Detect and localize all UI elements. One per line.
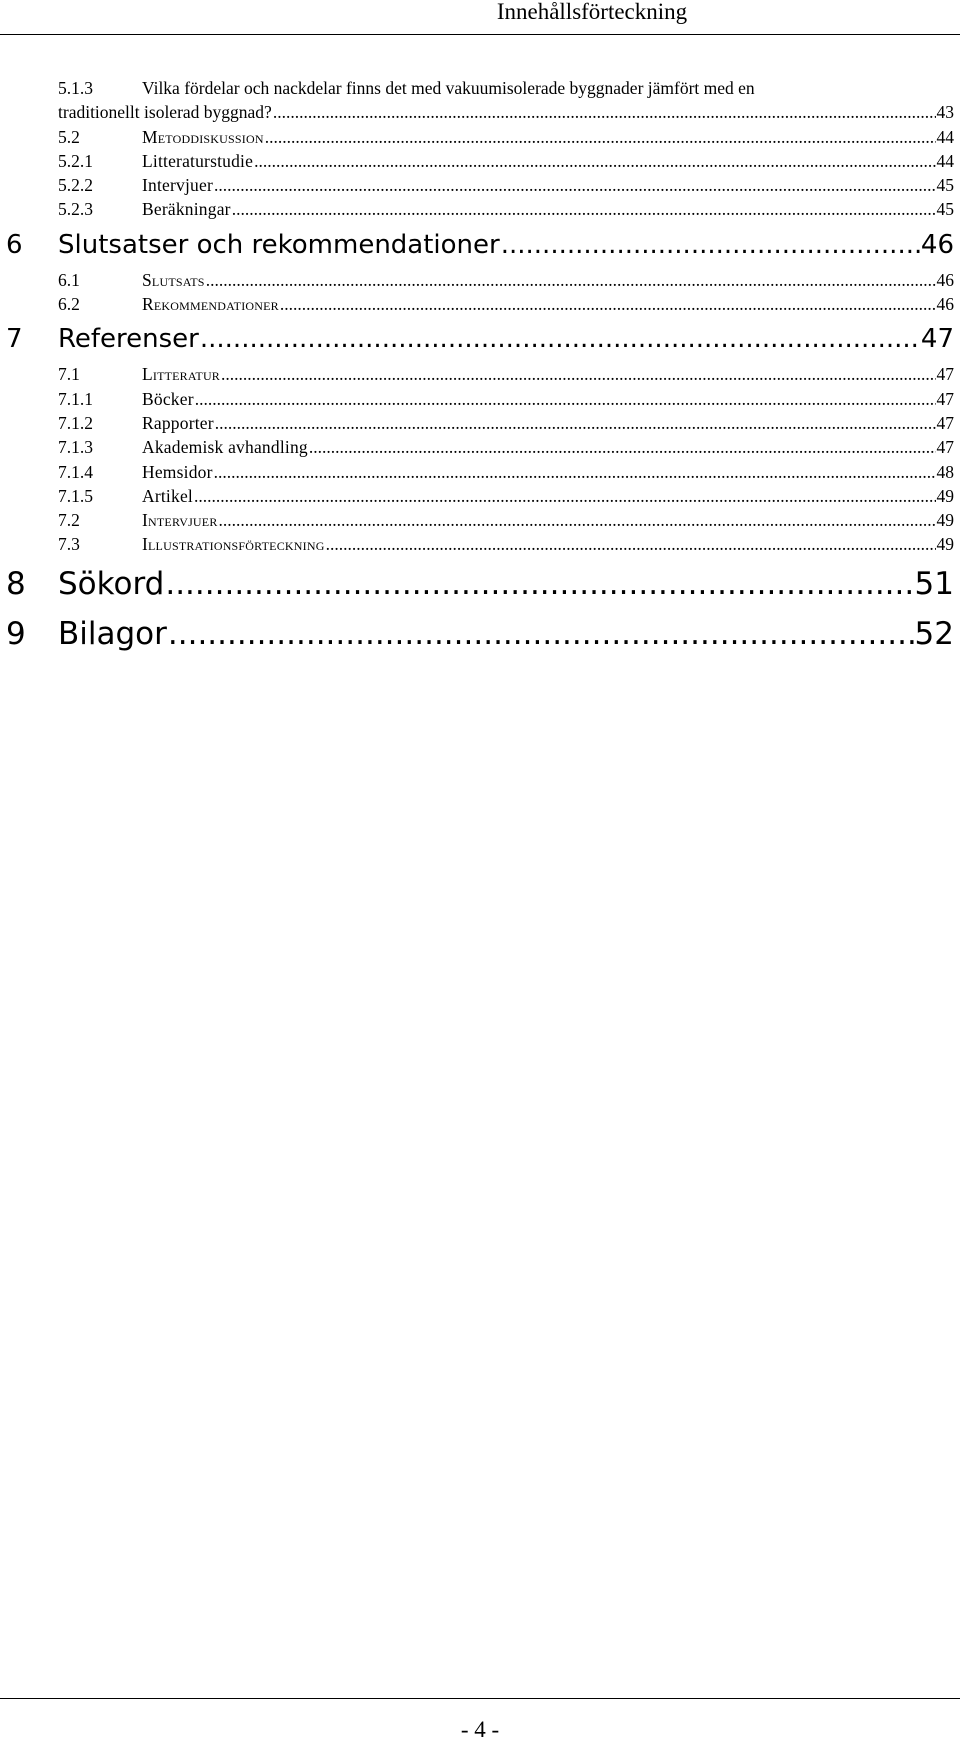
dot-leader (219, 508, 936, 532)
toc-entry-7-1-5[interactable] (58, 484, 954, 508)
toc-chapter-7[interactable] (6, 324, 954, 354)
toc-chapter-page: 52 (914, 615, 954, 652)
toc-entry-page: 49 (936, 534, 954, 555)
toc-entry-number: 7.3 (58, 534, 80, 555)
toc-entry-page: 47 (936, 412, 954, 433)
toc-entry-title: Metoddiskussion (142, 126, 264, 147)
dot-leader (280, 292, 936, 316)
toc-chapter-9[interactable] (6, 617, 954, 651)
dot-leader (168, 617, 914, 651)
toc-chapter-number: 9 (6, 615, 26, 652)
toc-entry-7-2[interactable] (58, 508, 954, 532)
toc-chapter-page: 51 (914, 565, 954, 602)
dot-leader (265, 125, 936, 149)
page-footer (0, 1698, 960, 1750)
toc-entry-5-2-3[interactable] (58, 197, 954, 221)
toc-chapter-8[interactable] (6, 567, 954, 601)
toc-entry-title: Intervjuer (142, 510, 218, 531)
toc-entry-number: 6.1 (58, 269, 80, 290)
toc-entry-5-2-2[interactable] (58, 173, 954, 197)
dot-leader (221, 362, 935, 386)
toc-entry-7-1-3[interactable] (58, 435, 954, 459)
toc-entry-5-1-3[interactable] (58, 76, 954, 125)
toc-chapter-number: 6 (6, 229, 23, 260)
toc-entry-page: 45 (936, 175, 954, 196)
toc-chapter-number: 7 (6, 324, 23, 355)
toc-entry-title: Rekommendationer (142, 294, 279, 315)
toc-entry-page: 43 (936, 102, 954, 123)
toc-entry-page: 48 (936, 461, 954, 482)
toc-entry-page: 47 (936, 388, 954, 409)
toc-entry-page: 45 (936, 199, 954, 220)
header-title: Innehållsförteckning (496, 0, 688, 24)
dot-leader (215, 411, 936, 435)
toc-entry-5-2-1[interactable] (58, 149, 954, 173)
page-header (0, 0, 960, 35)
toc-entry-number: 7.1.3 (58, 437, 93, 458)
toc-entry-title: Litteratur (142, 364, 221, 385)
toc-chapter-title: Bilagor (58, 615, 167, 652)
toc-entry-number: 7.1.2 (58, 412, 93, 433)
toc-chapter-title: Referenser (58, 324, 199, 355)
toc-entry-7-3[interactable] (58, 532, 954, 556)
toc-entry-number: 5.2.2 (58, 175, 93, 196)
dot-leader (273, 100, 936, 124)
toc-entry-number: 7.1.1 (58, 388, 93, 409)
toc-entry-7-1-1[interactable] (58, 387, 954, 411)
toc-entry-title: Hemsidor (142, 461, 213, 482)
dot-leader (232, 197, 936, 221)
toc-entry-page: 44 (936, 150, 954, 171)
dot-leader (194, 484, 936, 508)
toc-chapter-number: 8 (6, 565, 26, 602)
toc-entry-page: 46 (936, 294, 954, 315)
toc-entry-title: Rapporter (142, 412, 214, 433)
toc-entry-page: 47 (936, 364, 954, 385)
toc-entry-6-1[interactable] (58, 268, 954, 292)
toc-entry-title: Beräkningar (142, 199, 231, 220)
toc-entry-number: 5.2.1 (58, 150, 93, 171)
dot-leader (309, 435, 936, 459)
dot-leader (200, 324, 920, 354)
toc-entry-number: 7.1 (58, 364, 80, 385)
toc-entry-6-2[interactable] (58, 292, 954, 316)
toc-chapter-page: 46 (920, 229, 954, 260)
toc-entry-page: 49 (936, 485, 954, 506)
toc-entry-page: 47 (936, 437, 954, 458)
toc-entry-page: 46 (936, 269, 954, 290)
dot-leader (254, 149, 935, 173)
dot-leader (195, 387, 936, 411)
dot-leader (206, 268, 936, 292)
toc-entry-title: Litteraturstudie (142, 150, 254, 171)
toc-entry-7-1-4[interactable] (58, 460, 954, 484)
toc-entry-title: Vilka fördelar och nackdelar finns det med vakuumisolerade byggnader jämfört med en (142, 78, 755, 98)
table-of-contents (0, 76, 960, 651)
toc-entry-title: Artikel (142, 485, 193, 506)
toc-entry-title: Intervjuer (142, 175, 213, 196)
dot-leader (214, 173, 936, 197)
toc-entry-number: 6.2 (58, 294, 80, 315)
toc-entry-number: 7.1.5 (58, 485, 93, 506)
toc-entry-7-1[interactable] (58, 362, 954, 386)
toc-entry-title: Slutsats (142, 269, 205, 290)
dot-leader (501, 230, 920, 260)
dot-leader (214, 460, 936, 484)
dot-leader (165, 567, 913, 601)
toc-entry-number: 7.2 (58, 510, 80, 531)
toc-chapter-title: Slutsatser och rekommendationer (58, 229, 500, 260)
toc-entry-title: Illustrationsförteckning (142, 534, 325, 555)
toc-chapter-6[interactable] (6, 230, 954, 260)
toc-chapter-page: 47 (920, 324, 954, 355)
toc-entry-title: Akademisk avhandling (142, 437, 308, 458)
toc-entry-number: 5.1.3 (58, 78, 93, 98)
toc-entry-title-continued: traditionellt isolerad byggnad? (58, 102, 272, 123)
toc-entry-page: 44 (936, 126, 954, 147)
toc-entry-number: 5.2.3 (58, 199, 93, 220)
toc-entry-title: Böcker (142, 388, 194, 409)
dot-leader (326, 532, 936, 556)
toc-entry-7-1-2[interactable] (58, 411, 954, 435)
toc-entry-number: 5.2 (58, 126, 80, 147)
toc-entry-number: 7.1.4 (58, 461, 93, 482)
toc-chapter-title: Sökord (58, 565, 165, 602)
toc-entry-page: 49 (936, 510, 954, 531)
page-number: - 4 - (460, 1717, 500, 1742)
toc-entry-5-2[interactable] (58, 125, 954, 149)
